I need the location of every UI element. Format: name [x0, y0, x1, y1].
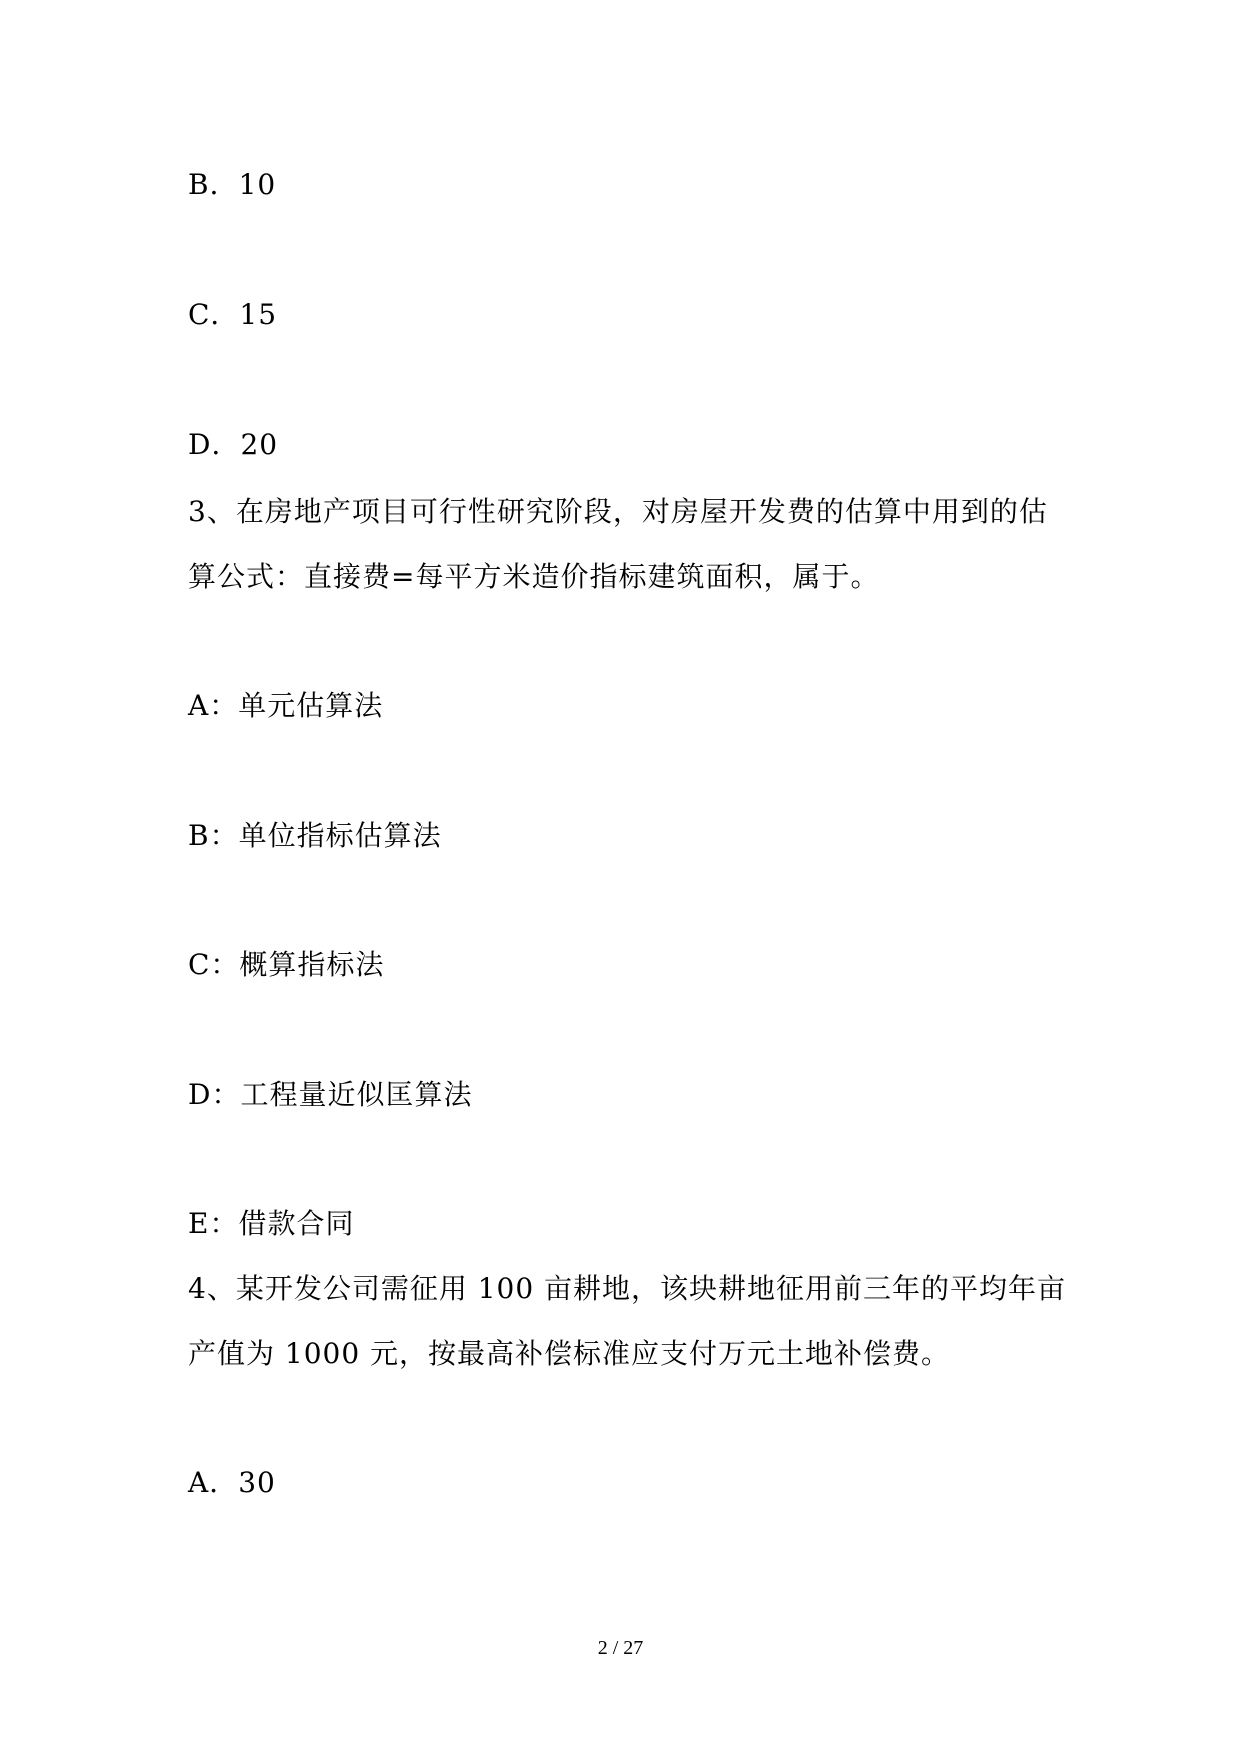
question-4-line-1: 4、某开发公司需征用 100 亩耕地，该块耕地征用前三年的平均年亩 [188, 1272, 1067, 1305]
option-line-c: C．15 [188, 298, 278, 331]
option-line-d: D．20 [188, 428, 279, 461]
question-3-line-1: 3、在房地产项目可行性研究阶段，对房屋开发费的估算中用到的估 [188, 495, 1048, 528]
option-line-a: A．30 [188, 1466, 276, 1499]
option-line-a: A：单元估算法 [188, 689, 384, 722]
page-number: 2 / 27 [597, 1637, 644, 1659]
question-3-line-2: 算公式：直接费=每平方米造价指标建筑面积，属于。 [188, 560, 880, 593]
option-line-b: B：单位指标估算法 [188, 819, 442, 852]
option-line-e: E：借款合同 [188, 1207, 355, 1240]
option-line-d: D：工程量近似匡算法 [188, 1078, 473, 1111]
option-line-b: B．10 [188, 168, 277, 201]
question-4-line-2: 产值为 1000 元，按最高补偿标准应支付万元土地补偿费。 [188, 1337, 951, 1370]
option-line-c: C：概算指标法 [188, 948, 385, 981]
